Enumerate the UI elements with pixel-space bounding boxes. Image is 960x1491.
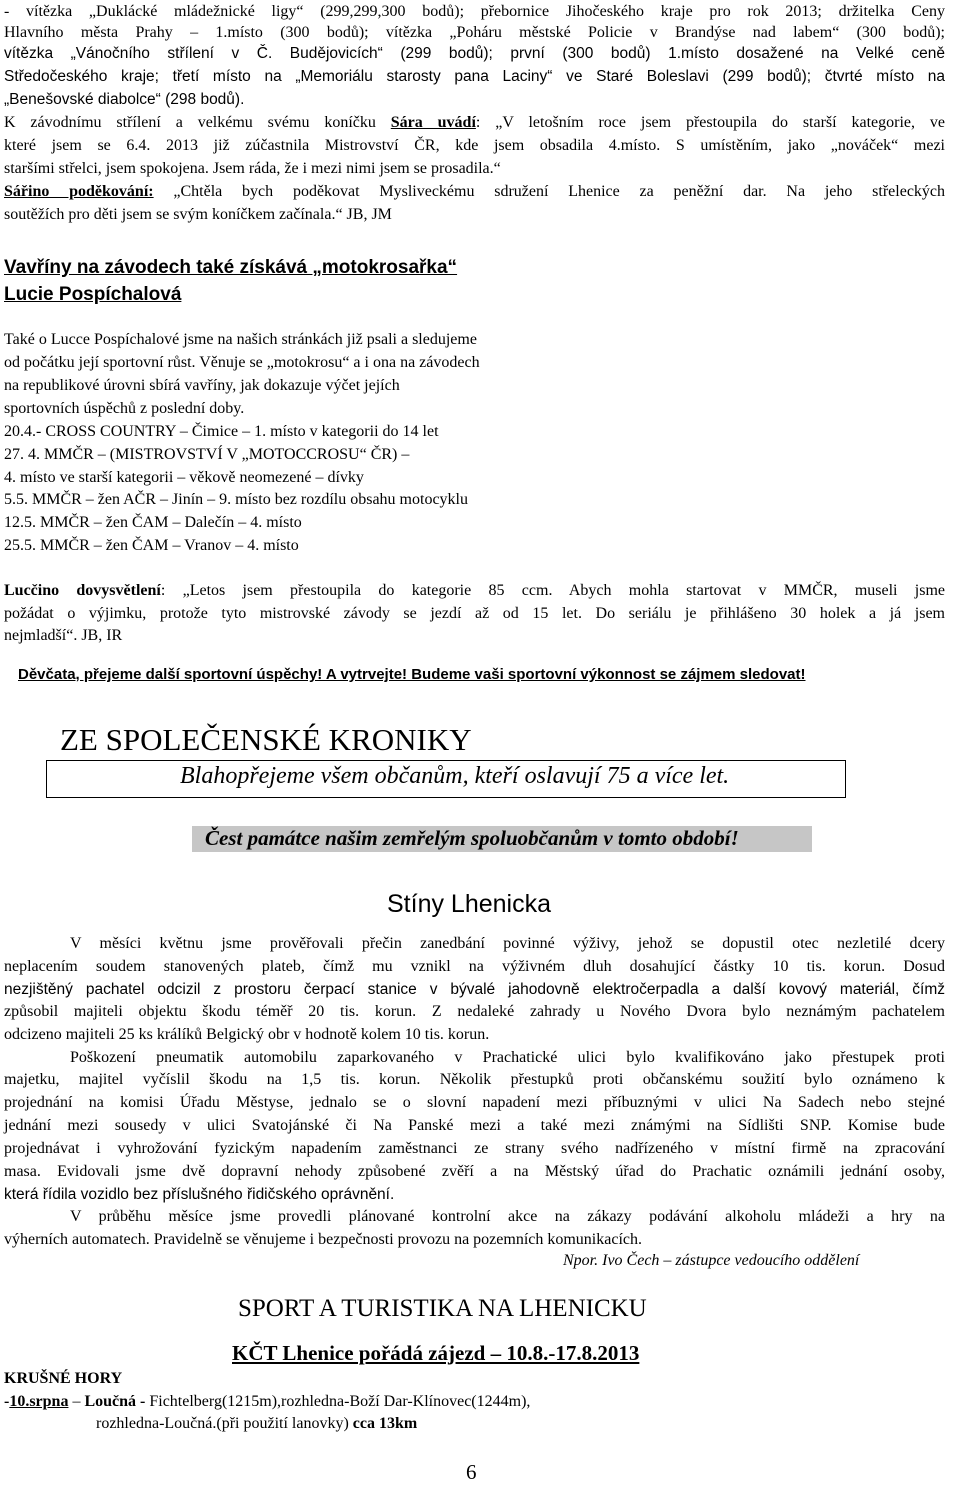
lucie-explanation-label: Lucčino dovysvětlení [4,582,161,599]
sport-title: SPORT A TURISTIKA NA LHENICKU [238,1295,647,1322]
sara-line: „Benešovské diabolce“ (298 bodů). [4,91,245,108]
sara-line: Středočeského kraje; třetí místo na „Memoriálu starosty pana Laciny“ ve Staré Boleslavi (299 bodů); čtvrté místo na [4,68,945,85]
trip-date: 10.srpna [9,1393,69,1410]
trip-day-1: -10.srpna – Loučná - Fichtelberg(1215m),rozhledna-Boží Dar-Klínovec(1244m), [4,1393,531,1410]
sara-line: které jsem se 6.4. 2013 již zúčastnila Mistrovství ČR, kde jsem obsadila 4.místo. S umístěním, jako „nováček“ mezi [4,137,945,154]
stiny-line: majetku, majitel vyčíslil škodu na 1,5 tis. korun. Několik přestupků proti občanskému soužití bylo oznámeno k [4,1071,945,1088]
stiny-line: masa. Evidovali jsme dvě dopravní nehody způsobené zvěří a na Městský úřad do Prachatic oznámili jednání osoby, [4,1163,945,1180]
result-item: 25.5. MMČR – žen ČAM – Vranov – 4. místo [4,537,299,554]
lucie-heading-1: Vavříny na závodech také získává „motokrosařka“ [4,257,458,278]
stiny-line: Poškození pneumatik automobilu zaparkovaného v Prachatické ulici bylo kvalifikováno jako přestupek proti [70,1049,945,1066]
stiny-line: V měsíci květnu jsme prověřovali přečin zanedbání povinné výživy, jehož se dopustil otec nezletilé dcery [70,935,945,952]
result-item: 4. místo ve starší kategorii – věkově neomezené – dívky [4,469,364,486]
trip-length: cca 13km [352,1415,418,1432]
result-item: 5.5. MMČR – žen AČR – Jinín – 9. místo bez rozdílu obsahu motocyklu [4,491,468,508]
sara-line: vítězka „Vánočního střílení v Č. Budějovicích“ (299 bodů); první (300 bodů) 1.místo dosažené na Velké ceně [4,45,945,62]
result-item: 20.4.- CROSS COUNTRY – Čimice – 1. místo v kategorii do 14 let [4,423,439,440]
stiny-line: která řídila vozidlo bez příslušného řidičského oprávnění. [4,1186,395,1203]
stiny-line: výherních automatech. Pravidelně se věnujeme i bezpečnosti provozu na pozemních komunikacích. [4,1231,642,1248]
stiny-line: jednání mezi sousedy v ulici Svatojánské či Na Panské mezi a také mezi známými na Sídlišti SNP. Komise bude [4,1117,945,1134]
lucie-explanation: Lucčino dovysvětlení: „Letos jsem přestoupila do kategorie 85 ccm. Abych mohla startovat v MMČR, museli jsme [4,582,946,599]
page-number: 6 [466,1460,477,1484]
sara-uvadi-label: Sára uvádí [390,114,476,131]
sara-line: Hlavního města Prahy – 1.místo (300 bodů); vítězka „Poháru městské Policie v Brandýse nad labem“ (300 bodů); [4,24,945,41]
sara-quote-intro: K závodnímu střílení a velkému svému koníčku Sára uvádí: „V letošním roce jsem přestoupila do starší kategorie, ve [4,114,945,131]
signature: Npor. Ivo Čech – zástupce vedoucího oddělení [563,1252,860,1269]
kct-heading: KČT Lhenice pořádá zájezd – 10.8.-17.8.2013 [232,1341,640,1365]
sara-line: soutěžích pro děti jsem se svým koníčkem začínala.“ JB, JM [4,206,392,223]
result-item: 27. 4. MMČR – (MISTROVSTVÍ V „MOTOCCROSU“ ČR) – [4,446,410,463]
memory-text: Čest památce našim zemřelým spoluobčanům v tomto období! [205,826,739,850]
sara-line: - vítězka „Duklácké mládežnické ligy“ (299,299,300 bodů); přebornice Jihočeského kraje pro rok 2013; držitelka Ceny [4,3,945,20]
lucie-paragraph-line: sportovních úspěchů z poslední doby. [4,400,245,417]
result-item: 12.5. MMČR – žen ČAM – Dalečín – 4. místo [4,514,302,531]
stiny-title: Stíny Lhenicka [387,890,551,918]
stiny-line: způsobil majiteli objektu škodu téměř 20 tis. korun. Z nedaleké zahrady u Nového Dvora bylo neznámým pachatelem [4,1003,945,1020]
congrats-text: Blahopřejeme všem občanům, kteří oslavují 75 a více let. [180,763,730,789]
stiny-line: projednávat i vyhrožování fyzickým napadením zaměstnanci ze strany svého nadřízeného v místní firmě na zpracování [4,1140,945,1157]
lucie-explanation-line: nejmladší“. JB, IR [4,627,123,644]
sara-line: staršími střelci, jsem spokojena. Jsem ráda, že i mezi nimi jsem se prosadila.“ [4,160,501,177]
lucie-paragraph-line: od počátku její sportovní růst. Věnuje se „motokrosu“ a i ona na závodech [4,354,480,371]
lucie-paragraph-line: na republikové úrovni sbírá vavříny, jak dokazuje výčet jejích [4,377,400,394]
lucie-paragraph-line: Také o Lucce Pospíchalové jsme na našich stránkách již psali a sledujeme [4,331,477,348]
wish-line: Děvčata, přejeme další sportovní úspěchy! A vytrvejte! Budeme vaši sportovní výkonnost se zájmem sledovat! [18,666,806,683]
stiny-line: odcizeno majiteli 25 ks králíků Belgický obr v hodnotě kolem 10 tis. korun. [4,1026,490,1043]
kronika-title: ZE SPOLEČENSKÉ KRONIKY [60,722,472,757]
stiny-line: V průběhu měsíce jsme provedli plánované kontrolní akce na zákazy podávání alkoholu mládeži a hry na [70,1208,945,1225]
lucie-explanation-line: požádat o výjimku, protože tyto mistrovské závody se jezdí až od 15 let. Do seriálu je přihlášeno 30 holek a já jsem [4,605,945,622]
stiny-line: projednání na komisi Úřadu Městyse, jednalo se o slovní napadení mezi příbuznými v ulici Na Sadech nebo stejné [4,1094,945,1111]
trip-day-1-cont: rozhledna-Loučná.(při použití lanovky) cca 13km [96,1415,418,1432]
stiny-line: nezjištěný pachatel odcizil z prostoru čerpací stanice v bývalé jahodovně elektročerpadla a další kovový materiál, čímž [4,981,945,998]
region-label: KRUŠNÉ HORY [4,1370,123,1387]
stiny-line: neplacením soudem stanovených plateb, čímž mu vznikl na výživném dluh dosahující částky 10 tis. korun. Dosud [4,958,945,975]
sara-thanks: Sářino poděkování: „Chtěla bych poděkovat Mysliveckému sdružení Lhenice za peněžní dar. Na jeho střeleckých [4,183,946,200]
trip-place: Loučná - [84,1393,146,1410]
lucie-heading-2: Lucie Pospíchalová [4,284,182,305]
sara-thanks-label: Sářino poděkování: [4,183,154,200]
